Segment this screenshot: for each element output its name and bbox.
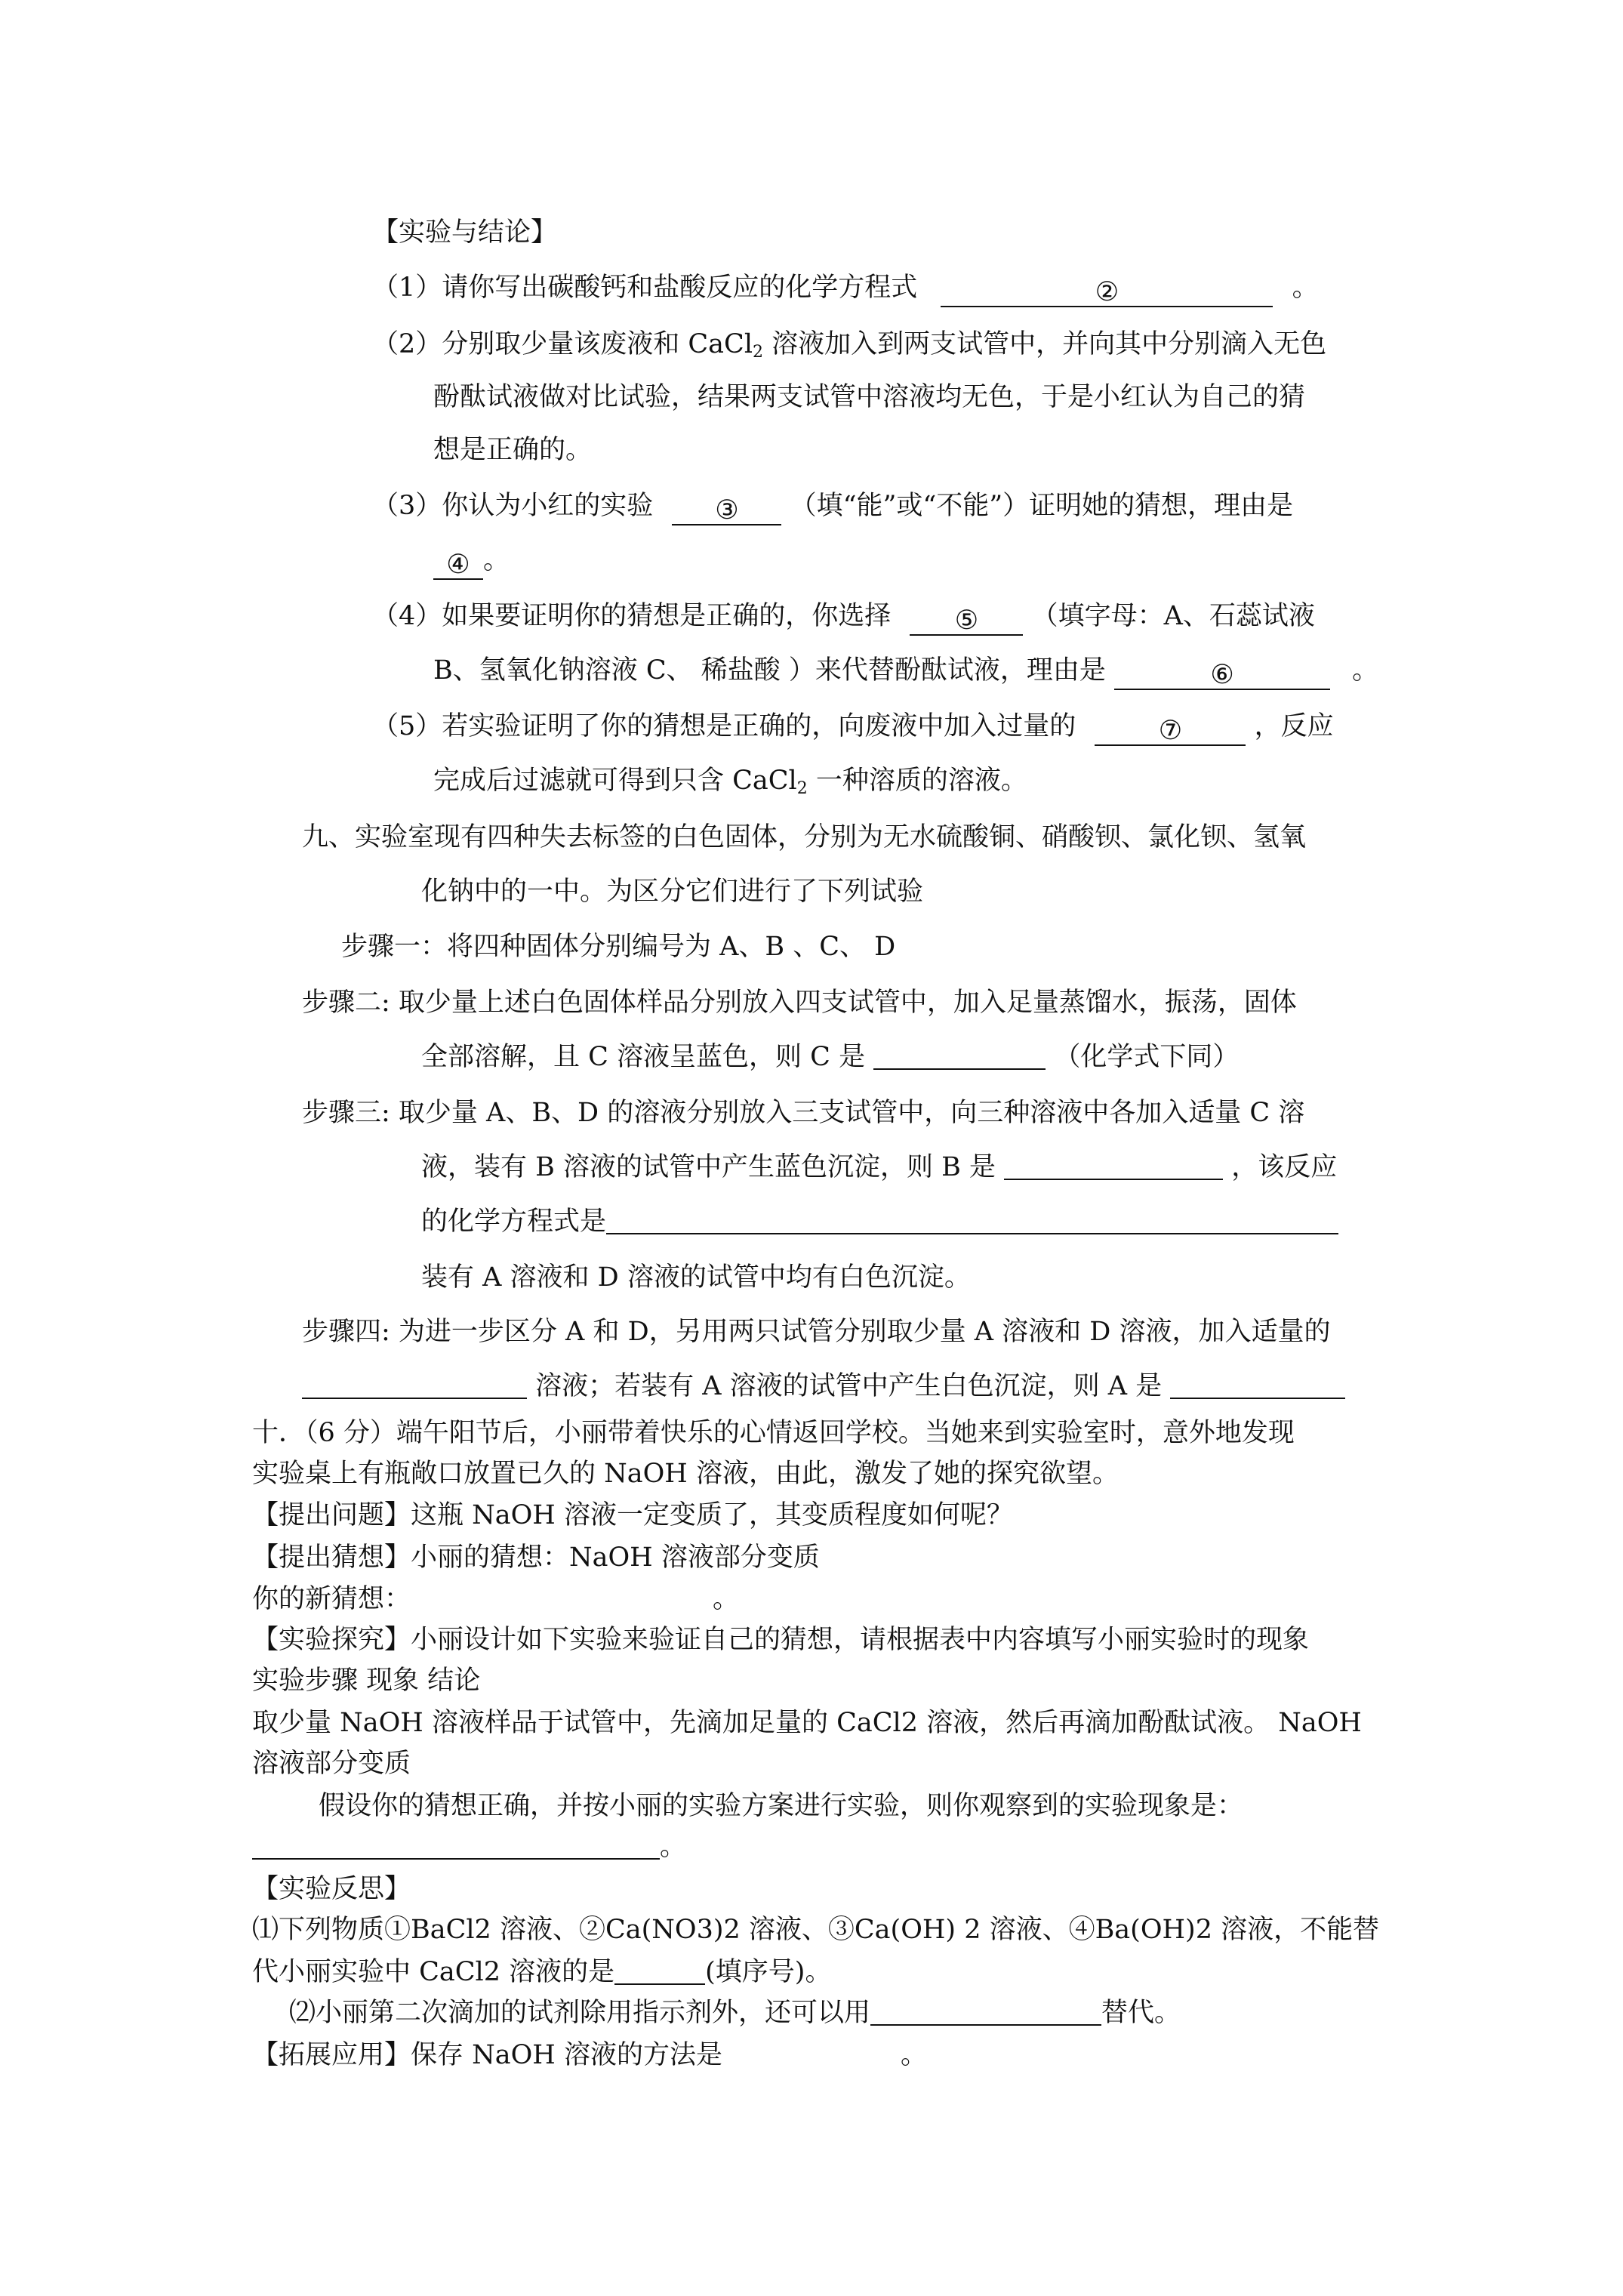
question-1 — [372, 271, 1319, 307]
q2-text-a: （2）分别取少量该废液和 CaCl — [372, 329, 753, 359]
table-row-line2: 溶液部分变质 — [252, 1749, 411, 1779]
q3-blank2: ④ — [433, 551, 483, 580]
q5-text-a: （5）若实验证明了你的猜想是正确的，向废液中加入过量的 — [372, 711, 1076, 741]
r2-text-b: 替代。 — [1101, 1998, 1181, 2028]
step-3-line2 — [421, 1151, 1337, 1184]
q5-text-b: ，反应 — [1254, 711, 1334, 741]
section-10-new-guess — [252, 1583, 739, 1616]
step-3-line3 — [421, 1205, 1338, 1238]
step3-text-c: 的化学方程式是 — [421, 1207, 607, 1237]
section-9-line1: 九、实验室现有四种失去标签的白色固体，分别为无水硫酸铜、硝酸钡、氯化钡、氢氧 — [302, 822, 1307, 852]
q3-text-a: （3）你认为小红的实验 — [372, 491, 654, 521]
application-label: 【拓展应用】保存 NaOH 溶液的方法是 — [252, 2040, 722, 2070]
question-2-line3: 想是正确的。 — [433, 435, 593, 465]
application-end: 。 — [900, 2040, 927, 2070]
step4-text-a: 溶液；若装有 A 溶液的试管中产生白色沉淀，则 A 是 — [535, 1371, 1163, 1401]
q4-blank2: ⑥ — [1114, 661, 1330, 690]
step-4-line1: 步骤四: 为进一步区分 A 和 D，另用两只试管分别取少量 A 溶液和 D 溶液，加入适量的 — [302, 1317, 1331, 1347]
section-10-experiment: 【实验探究】小丽设计如下实验来验证自己的猜想，请根据表中内容填写小丽实验时的现象 — [252, 1625, 1310, 1655]
step-2-line2 — [421, 1040, 1239, 1074]
question-4-line1 — [372, 599, 1315, 636]
question-2-line2: 酚酞试液做对比试验，结果两支试管中溶液均无色，于是小红认为自己的猜 — [433, 382, 1306, 412]
assume-line1: 假设你的猜想正确，并按小丽的实验方案进行实验，则你观察到的实验现象是： — [319, 1791, 1244, 1821]
question-5-line2 — [433, 764, 1027, 797]
q2-text-b: 溶液加入到两支试管中，并向其中分别滴入无色 — [763, 329, 1327, 359]
table-header: 实验步骤 现象 结论 — [252, 1666, 481, 1696]
step2-text-a: 全部溶解，且 C 溶液呈蓝色，则 C 是 — [421, 1042, 866, 1072]
reflect-2 — [289, 1996, 1181, 2029]
assume-line2 — [252, 1830, 686, 1863]
q1-end: 。 — [1292, 273, 1319, 303]
q3-blank: ③ — [672, 497, 781, 525]
table-row-line1: 取少量 NaOH 溶液样品于试管中，先滴加足量的 CaCl2 溶液，然后再滴加酚酞试液。 NaOH — [252, 1708, 1362, 1738]
r1-text-a: 代小丽实验中 CaCl2 溶液的是 — [252, 1957, 615, 1987]
step3-equation-blank — [606, 1206, 1338, 1234]
q2-sub: 2 — [753, 343, 764, 362]
step4-blank1 — [302, 1370, 527, 1399]
q5-text-c: 完成后过滤就可得到只含 CaCl — [433, 766, 797, 796]
step2-text-b: （化学式下同） — [1054, 1042, 1240, 1072]
step-1: 步骤一：将四种固体分别编号为 A、B 、C、 D — [341, 932, 896, 962]
q5-text-d: 一种溶质的溶液。 — [807, 766, 1027, 796]
step3-text-b: ，该反应 — [1231, 1152, 1338, 1182]
section-10-question: 【提出问题】这瓶 NaOH 溶液一定变质了，其变质程度如何呢？ — [252, 1500, 1013, 1530]
q4-end: 。 — [1352, 655, 1379, 686]
q4-text-b: （填字母：A、石蕊试液 — [1031, 601, 1315, 631]
section-10-line2: 实验桌上有瓶敞口放置已久的 NaOH 溶液，由此，激发了她的探究欲望。 — [252, 1459, 1119, 1489]
step-3-line4: 装有 A 溶液和 D 溶液的试管中均有白色沉淀。 — [421, 1262, 971, 1293]
q5-sub: 2 — [796, 779, 808, 798]
section-10-guess: 【提出猜想】小丽的猜想：NaOH 溶液部分变质 — [252, 1542, 820, 1573]
q4-text-c: B、氢氧化钠溶液 C、 稀盐酸 ）来代替酚酞试液，理由是 — [433, 655, 1106, 686]
step2-blank — [873, 1041, 1046, 1070]
r1-blank — [614, 1956, 705, 1985]
q1-text: （1）请你写出碳酸钙和盐酸反应的化学方程式 — [372, 273, 918, 303]
reflect-1-line2 — [252, 1955, 831, 1989]
heading-experiment-conclusion: 【实验与结论】 — [372, 217, 558, 248]
r2-blank — [870, 1997, 1101, 2026]
assume-blank — [252, 1831, 660, 1860]
q5-blank: ⑦ — [1095, 717, 1246, 746]
q3-text-b: （填“能”或“不能”）证明她的猜想，理由是 — [790, 491, 1294, 521]
question-3-line2 — [433, 544, 510, 580]
r2-text-a: ⑵小丽第二次滴加的试剂除用指示剂外，还可以用 — [289, 1998, 871, 2028]
r1-text-b: (填序号)。 — [705, 1957, 832, 1987]
question-5-line1 — [372, 710, 1334, 746]
reflect-1-line1: ⑴下列物质①BaCl2 溶液、②Ca(NO3)2 溶液、③Ca(OH) 2 溶液、④Ba(OH)2 溶液，不能替 — [252, 1915, 1380, 1945]
assume-end: 。 — [660, 1832, 687, 1862]
step4-blank2 — [1170, 1370, 1345, 1399]
question-2-line1 — [372, 328, 1326, 361]
step-4-line2 — [302, 1370, 1345, 1403]
q4-blank: ⑤ — [910, 607, 1023, 636]
new-guess-label: 你的新猜想： — [252, 1584, 411, 1614]
q4-text-a: （4）如果要证明你的猜想是正确的，你选择 — [372, 601, 892, 631]
question-4-line2 — [433, 654, 1378, 690]
step3-blank — [1004, 1151, 1223, 1180]
q3-end: 。 — [483, 545, 510, 575]
step3-text-a: 液，装有 B 溶液的试管中产生蓝色沉淀，则 B 是 — [421, 1152, 996, 1182]
application — [252, 2039, 927, 2072]
reflect-heading: 【实验反思】 — [252, 1874, 411, 1904]
question-3-line1 — [372, 489, 1293, 525]
q1-blank: ② — [941, 279, 1273, 307]
new-guess-end: 。 — [713, 1584, 740, 1614]
step-2-line1: 步骤二: 取少量上述白色固体样品分别放入四支试管中，加入足量蒸馏水，振荡，固体 — [302, 988, 1297, 1018]
step-3-line1: 步骤三: 取少量 A、B、D 的溶液分别放入三支试管中，向三种溶液中各加入适量 C 溶 — [302, 1098, 1305, 1128]
section-9-line2: 化钠中的一中。为区分它们进行了下列试验 — [421, 877, 924, 907]
section-10-line1: 十．（6 分）端午阳节后，小丽带着快乐的心情返回学校。当她来到实验室时，意外地发现 — [252, 1418, 1295, 1448]
